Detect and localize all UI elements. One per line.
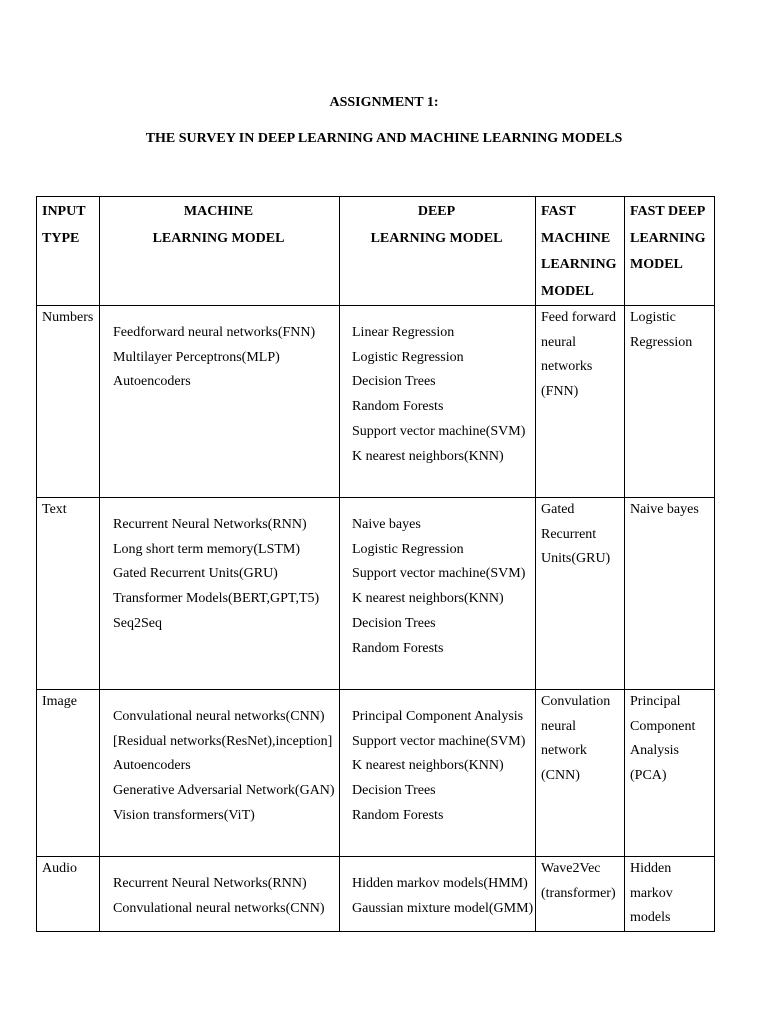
cell-line: Feed forward xyxy=(541,310,617,325)
fast-machine-learning-cell xyxy=(536,857,625,932)
header-deep-learning-model xyxy=(340,197,536,306)
deep-learning-cell xyxy=(340,857,536,932)
cell-line: Support vector machine(SVM) xyxy=(352,566,526,582)
header-input-type xyxy=(37,197,100,306)
cell-line: INPUT xyxy=(42,204,86,219)
deep-learning-cell xyxy=(340,690,536,857)
deep-learning-cell xyxy=(340,306,536,498)
cell-line: Random Forests xyxy=(352,807,444,823)
header-machine-learning-model xyxy=(100,197,340,306)
cell-line: Generative Adversarial Network(GAN) xyxy=(113,783,335,799)
cell-line: Autoencoders xyxy=(113,758,191,774)
cell-line: Convulation xyxy=(541,694,611,709)
cell-line: Recurrent xyxy=(541,526,597,542)
cell-line: K nearest neighbors(KNN) xyxy=(352,591,504,607)
machine-learning-cell xyxy=(100,498,340,690)
cell-line: LEARNING MODEL xyxy=(152,230,285,246)
cell-line: Gaussian mixture model(GMM) xyxy=(352,900,534,916)
cell-line: (PCA) xyxy=(630,768,667,784)
cell-line: Logistic Regression xyxy=(352,349,464,365)
cell-line: MACHINE xyxy=(541,230,611,246)
cell-line: Gated xyxy=(541,502,575,517)
fast-machine-learning-cell xyxy=(536,306,625,498)
assignment-title: ASSIGNMENT 1: xyxy=(329,95,439,110)
cell-line: Feedforward neural networks(FNN) xyxy=(113,325,316,340)
cell-line: Decision Trees xyxy=(352,783,436,799)
fast-deep-learning-cell xyxy=(625,306,715,498)
cell-line: Hidden markov models(HMM) xyxy=(352,876,528,891)
deep-learning-cell xyxy=(340,498,536,690)
cell-line: Wave2Vec xyxy=(541,861,601,876)
machine-learning-cell xyxy=(100,306,340,498)
cell-line: Units(GRU) xyxy=(541,551,611,567)
cell-line: Naive bayes xyxy=(352,517,421,532)
cell-line: markov xyxy=(630,885,673,901)
cell-line: Recurrent Neural Networks(RNN) xyxy=(113,517,307,532)
cell-line: neural xyxy=(541,718,576,734)
cell-line: (transformer) xyxy=(541,885,616,901)
cell-line: MACHINE xyxy=(183,204,254,219)
cell-line: network xyxy=(541,743,587,759)
table-row xyxy=(37,306,715,498)
cell-line: FAST xyxy=(541,204,576,219)
cell-line: FAST DEEP xyxy=(630,204,706,219)
cell-line: Multilayer Perceptrons(MLP) xyxy=(113,349,280,365)
cell-line: LEARNING xyxy=(541,257,617,272)
table-row xyxy=(37,498,715,690)
cell-line: Random Forests xyxy=(352,640,444,656)
cell-line: Vision transformers(ViT) xyxy=(113,807,255,823)
cell-line: LEARNING xyxy=(630,230,706,246)
cell-line: K nearest neighbors(KNN) xyxy=(352,758,504,774)
machine-learning-cell xyxy=(100,690,340,857)
cell-line: neural xyxy=(541,334,576,350)
cell-line: Decision Trees xyxy=(352,374,436,390)
cell-line: Seq2Seq xyxy=(113,615,162,631)
cell-line: TYPE xyxy=(42,230,80,246)
fast-deep-learning-cell xyxy=(625,690,715,857)
cell-line: LEARNING MODEL xyxy=(370,230,503,246)
fast-deep-learning-cell xyxy=(625,857,715,932)
cell-line: Principal xyxy=(630,694,681,709)
cell-line: Recurrent Neural Networks(RNN) xyxy=(113,876,307,891)
cell-line: (CNN) xyxy=(541,768,580,784)
cell-line: MODEL xyxy=(541,283,594,299)
header-fast-machine-learning-model xyxy=(536,197,625,306)
cell-line: Component xyxy=(630,718,696,734)
input-type-cell: Text xyxy=(37,498,100,690)
cell-line: Transformer Models(BERT,GPT,T5) xyxy=(113,591,320,607)
cell-line: Autoencoders xyxy=(113,374,191,390)
cell-line: Support vector machine(SVM) xyxy=(352,733,526,749)
table-header-row xyxy=(37,197,715,306)
cell-line: (FNN) xyxy=(541,384,579,400)
cell-line: Linear Regression xyxy=(352,325,455,340)
cell-line: Logistic xyxy=(630,310,676,325)
header-fast-deep-learning-model xyxy=(625,197,715,306)
cell-line: models xyxy=(630,910,671,926)
cell-line: K nearest neighbors(KNN) xyxy=(352,448,504,464)
cell-line: MODEL xyxy=(630,257,683,272)
cell-line: Logistic Regression xyxy=(352,541,464,557)
fast-machine-learning-cell xyxy=(536,498,625,690)
cell-line: Long short term memory(LSTM) xyxy=(113,541,301,557)
cell-line: Gated Recurrent Units(GRU) xyxy=(113,566,278,582)
cell-line: Naive bayes xyxy=(630,502,699,517)
cell-line: Convulational neural networks(CNN) xyxy=(113,900,325,916)
cell-line: Hidden xyxy=(630,861,672,876)
input-type-cell: Numbers xyxy=(37,306,100,498)
cell-line: Convulational neural networks(CNN) xyxy=(113,709,325,724)
survey-title: THE SURVEY IN DEEP LEARNING AND MACHINE LEARNING MODELS xyxy=(145,131,623,146)
fast-deep-learning-cell xyxy=(625,498,715,690)
cell-line: Support vector machine(SVM) xyxy=(352,423,526,439)
table-row xyxy=(37,857,715,932)
input-type-cell: Image xyxy=(37,690,100,857)
cell-line: Regression xyxy=(630,334,693,350)
machine-learning-cell xyxy=(100,857,340,932)
survey-table xyxy=(36,196,715,932)
fast-machine-learning-cell xyxy=(536,690,625,857)
cell-line: [Residual networks(ResNet),inception] xyxy=(113,733,333,749)
cell-line: Analysis xyxy=(630,743,679,759)
input-type-cell: Audio xyxy=(37,857,100,932)
cell-line: Principal Component Analysis xyxy=(352,709,524,724)
cell-line: Decision Trees xyxy=(352,615,436,631)
cell-line: DEEP xyxy=(417,204,456,219)
cell-line: networks xyxy=(541,359,593,375)
cell-line: Random Forests xyxy=(352,399,444,415)
table-row xyxy=(37,690,715,857)
